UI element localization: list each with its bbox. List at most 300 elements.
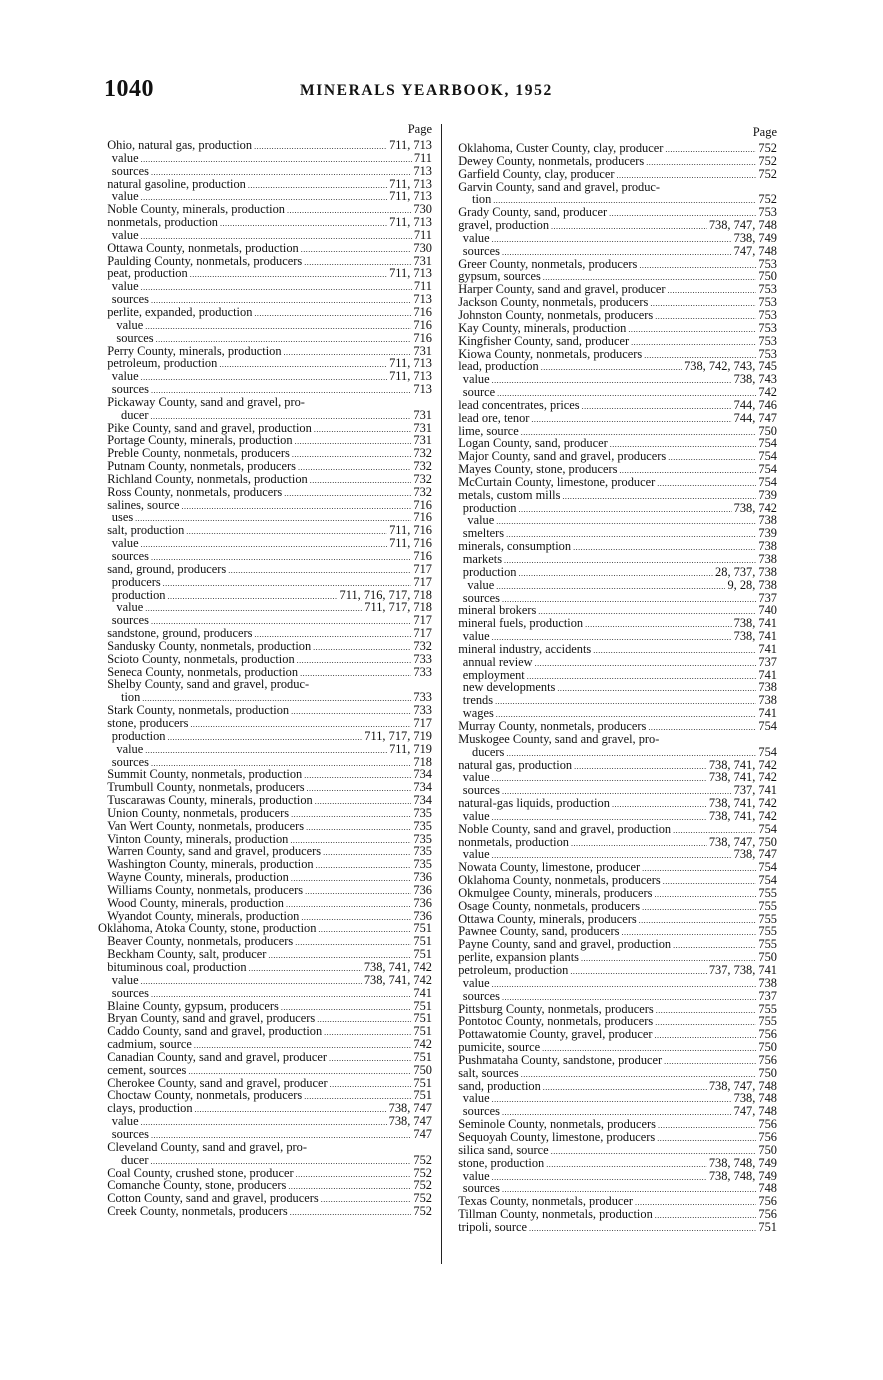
index-entry-pages: 754 [758, 474, 777, 489]
index-entry-term: value [111, 227, 139, 242]
index-entry-pages: 732 [413, 446, 432, 461]
index-entry-pages: 753 [758, 256, 777, 271]
index-entry-term: Oklahoma County, nonmetals, producers [458, 873, 661, 888]
index-entry-term: Vinton County, minerals, production [107, 831, 289, 846]
index-entry [449, 155, 777, 168]
index-entry-pages: 711, 719 [389, 741, 432, 756]
index-entry [98, 640, 432, 653]
index-entry-pages: 738, 742, 743, 745 [684, 359, 777, 374]
index-entry-term: value [116, 741, 144, 756]
index-entry-pages: 733 [413, 690, 432, 705]
index-entry-term: Washington County, minerals, production [107, 857, 314, 872]
index-entry-pages: 754 [758, 462, 777, 477]
index-entry [98, 139, 432, 152]
index-entry-term: Wayne County, minerals, production [107, 870, 289, 885]
index-entry [98, 152, 432, 165]
index-entry [98, 499, 432, 512]
index-entry-pages: 755 [758, 924, 777, 939]
index-entry [98, 216, 432, 229]
index-entry-term: sources [111, 613, 149, 628]
index-entry-pages: 753 [758, 282, 777, 297]
index-entry-pages: 735 [413, 831, 432, 846]
index-entry [98, 550, 432, 563]
index-entry-pages: 755 [758, 911, 777, 926]
index-entry-pages: 717 [413, 574, 432, 589]
index-entry-pages: 738, 741, 742 [708, 770, 777, 785]
index-entry [98, 165, 432, 178]
index-entry-pages: 711, 713 [389, 266, 432, 281]
index-entry-pages: 751 [413, 998, 432, 1013]
index-entry-pages: 732 [413, 471, 432, 486]
index-entry [449, 1080, 777, 1093]
index-entry-pages: 747, 748 [733, 1104, 777, 1119]
index-entry-term: petroleum, production [107, 356, 218, 371]
index-entry [449, 810, 777, 823]
index-entry [449, 1144, 777, 1157]
index-entry [98, 871, 432, 884]
index-entry-pages: 752 [758, 153, 777, 168]
index-entry-pages: 711, 716 [389, 536, 432, 551]
index-entry-term: Cherokee County, sand and gravel, producer [107, 1075, 328, 1090]
index-entry [449, 142, 777, 155]
index-entry-term: Richland County, nonmetals, production [107, 471, 308, 486]
index-entry-pages: 754 [758, 744, 777, 759]
index-entry-pages: 738, 741, 742 [708, 757, 777, 772]
index-entry-term: Ottawa County, minerals, producers [458, 911, 637, 926]
index-entry-pages: 751 [413, 1011, 432, 1026]
index-entry-pages: 755 [758, 1001, 777, 1016]
index-entry-term: Osage County, nonmetals, producers [458, 898, 641, 913]
index-entry [449, 553, 777, 566]
index-entry-pages: 756 [758, 1194, 777, 1209]
index-entry-term: perlite, expanded, production [107, 304, 253, 319]
index-entry-pages: 736 [413, 895, 432, 910]
index-entry-term: value [111, 1114, 139, 1129]
index-entry-pages: 750 [413, 1062, 432, 1077]
index-entry-term: Scioto County, nonmetals, production [107, 651, 295, 666]
index-entry [449, 1054, 777, 1067]
index-entry-term: gypsum, sources [458, 269, 541, 284]
index-entry [98, 486, 432, 499]
index-entry-term: value [462, 770, 490, 785]
index-entry [449, 335, 777, 348]
index-entry [98, 743, 432, 756]
index-entry [98, 563, 432, 576]
index-entry-pages: 738, 742 [733, 500, 777, 515]
index-entry-pages: 733 [413, 703, 432, 718]
index-entry-term: natural gasoline, production [107, 176, 246, 191]
index-entry [98, 794, 432, 807]
index-entry-term: lead, production [458, 359, 539, 374]
index-entry [449, 219, 777, 232]
index-entry-pages: 742 [413, 1037, 432, 1052]
index-entry [98, 576, 432, 589]
index-entry-pages: 717 [413, 715, 432, 730]
index-entry-term: Johnston County, nonmetals, producers [458, 307, 654, 322]
index-entry [449, 309, 777, 322]
index-entry-pages: 737 [758, 654, 777, 669]
index-entry-term: trends [462, 693, 494, 708]
index-entry-pages: 744, 747 [733, 410, 777, 425]
index-entry [449, 1131, 777, 1144]
index-entry-pages: 738, 747 [733, 847, 777, 862]
index-entry [98, 332, 432, 345]
index-entry-term: value [462, 808, 490, 823]
index-entry-pages: 747 [413, 1126, 432, 1141]
index-entry-term: Pushmataha County, sandstone, producer [458, 1052, 663, 1067]
index-entry-pages: 711, 716, 717, 718 [339, 587, 432, 602]
index-entry-pages: 738, 747, 748 [708, 218, 777, 233]
index-entry [449, 579, 777, 592]
index-entry-term: Kay County, minerals, production [458, 320, 627, 335]
index-entry-term: Creek County, nonmetals, producers [107, 1204, 288, 1219]
running-title: MINERALS YEARBOOK, 1952 [300, 82, 553, 99]
index-column-right [449, 125, 777, 1234]
index-entry [449, 874, 777, 887]
index-entry-term: mineral fuels, production [458, 616, 584, 631]
index-entry [98, 807, 432, 820]
index-column-left [98, 122, 432, 1218]
index-entry-pages: 731 [413, 407, 432, 422]
index-entry-term: natural gas, production [458, 757, 573, 772]
index-entry-pages: 9, 28, 738 [727, 577, 777, 592]
index-entry [449, 836, 777, 849]
index-entry-term: metals, custom mills [458, 487, 561, 502]
index-entry-pages: 731 [413, 420, 432, 435]
index-entry-term: value [111, 279, 139, 294]
index-entry-pages: 711, 716 [389, 523, 432, 538]
index-entry-term: value [462, 1168, 490, 1183]
index-entry-pages: 738, 741, 742 [708, 796, 777, 811]
index-entry-term: Pittsburg County, nonmetals, producers [458, 1001, 654, 1016]
index-entry-term: sources [462, 988, 500, 1003]
column-page-label: Page [752, 125, 777, 139]
index-entry-pages: 738 [758, 552, 777, 566]
index-entry [449, 617, 777, 630]
index-entry-pages: 738, 741 [733, 616, 777, 631]
index-entry-term: Harper County, sand and gravel, producer [458, 282, 666, 297]
index-entry-term: Wyandot County, minerals, production [107, 908, 300, 923]
index-entry-term: sand, ground, producers [107, 561, 227, 576]
index-entry-term: Okmulgee County, minerals, producers [458, 885, 653, 900]
index-entry-term: ducer [121, 1152, 149, 1167]
index-entry-term: value [111, 150, 139, 165]
index-entry-term: Pike County, sand and gravel, production [107, 420, 312, 435]
index-entry-pages: 755 [758, 885, 777, 900]
index-entry-pages: 756 [758, 1117, 777, 1132]
index-entry-pages: 751 [413, 1049, 432, 1064]
index-entry [449, 823, 777, 836]
index-entry-pages: 738, 741, 742 [363, 960, 432, 974]
index-entry-term: natural-gas liquids, production [458, 796, 610, 811]
index-entry [449, 1067, 777, 1080]
index-entry-pages: 711, 713 [389, 176, 432, 191]
index-entry [449, 964, 777, 977]
index-entry-pages: 738, 741 [733, 629, 777, 644]
index-entry-term: Summit County, nonmetals, production [107, 767, 303, 782]
index-entry-pages: 738 [758, 693, 777, 708]
index-entry-pages: 716 [413, 497, 432, 512]
index-entry [449, 168, 777, 181]
index-entry-pages: 717 [413, 626, 432, 641]
index-entry-term: sources [111, 382, 149, 397]
index-entry-term: stone, producers [107, 715, 189, 730]
index-entry-term: Canadian County, sand and gravel, producer [107, 1049, 327, 1064]
index-entry-term: ducer [121, 407, 149, 422]
index-entry-term: sources [111, 1126, 149, 1141]
index-entry [449, 399, 777, 412]
index-entry-pages: 711 [413, 279, 432, 294]
index-entry [449, 360, 777, 373]
index-entry [449, 900, 777, 913]
index-entry-pages: 732 [413, 484, 432, 499]
index-entry-term: minerals, consumption [458, 539, 572, 554]
index-entry-term: sources [111, 985, 149, 1000]
index-entry-term: Jackson County, nonmetals, producers [458, 295, 649, 310]
index-entry-term: Beckham County, salt, producer [107, 947, 267, 962]
index-entry [449, 232, 777, 245]
index-entry-pages: 730 [413, 202, 432, 217]
column-divider [441, 124, 442, 1264]
index-entry-term: Mayes County, stone, producers [458, 462, 618, 477]
index-entry-pages: 716 [413, 549, 432, 563]
index-entry-term: value [116, 600, 144, 615]
index-entry [98, 627, 432, 640]
index-entry-term: value [462, 629, 490, 644]
index-entry [449, 386, 777, 399]
index-entry-term: sources [111, 549, 149, 563]
index-entry-pages: 738, 741, 742 [363, 972, 432, 987]
index-entry-pages: 735 [413, 818, 432, 833]
index-entry-pages: 752 [758, 192, 777, 207]
index-entry-pages: 736 [413, 870, 432, 885]
index-entry-pages: 754 [758, 860, 777, 875]
index-entry-term: Preble County, nonmetals, producers [107, 446, 290, 461]
index-entry-term: markets [462, 552, 503, 566]
index-entry-pages: 734 [413, 767, 432, 782]
index-entry [98, 229, 432, 242]
index-entry-term: Perry County, minerals, production [107, 343, 282, 358]
index-entry-pages: 753 [758, 320, 777, 335]
index-entry [449, 463, 777, 476]
index-entry-pages: 741 [413, 985, 432, 1000]
index-entry [98, 1102, 432, 1115]
index-entry-pages: 753 [758, 205, 777, 220]
index-entry-term: Oklahoma, Atoka County, stone, production [98, 921, 317, 936]
index-entry-pages: 738, 748, 749 [708, 1168, 777, 1183]
index-entry-pages: 735 [413, 805, 432, 820]
index-entry-pages: 750 [758, 1040, 777, 1055]
index-entry-term: production [462, 500, 517, 515]
index-entry-term: Greer County, nonmetals, producers [458, 256, 638, 271]
index-entry-term: Grady County, sand, producer [458, 205, 608, 220]
index-entry-pages: 751 [413, 1088, 432, 1103]
index-entry [449, 630, 777, 643]
index-entry [98, 1038, 432, 1051]
index-entry [98, 897, 432, 910]
index-entry [98, 242, 432, 255]
index-entry-pages: 754 [758, 449, 777, 464]
index-entry-term: sources [462, 590, 500, 605]
index-entry-term: Van Wert County, nonmetals, producers [107, 818, 305, 833]
index-entry-term: Pickaway County, sand and gravel, pro- [107, 394, 305, 409]
index-entry-term: value [111, 189, 139, 204]
index-entry-pages: 738 [758, 539, 777, 554]
index-entry-pages: 750 [758, 1065, 777, 1080]
index-entry-term: ducers [472, 744, 505, 759]
index-entry-term: Garfield County, clay, producer [458, 166, 615, 181]
index-entry-term: value [111, 972, 139, 987]
index-entry-pages: 713 [413, 292, 432, 307]
index-entry-pages: 750 [758, 1142, 777, 1157]
index-entry-pages: 739 [758, 487, 777, 502]
index-entry-pages: 750 [758, 269, 777, 284]
index-entry-pages: 753 [758, 295, 777, 310]
index-entry-pages: 751 [413, 1024, 432, 1039]
index-entry-term: sandstone, ground, producers [107, 626, 253, 641]
index-entry-term: sand, production [458, 1078, 541, 1093]
index-entry-term: sources [462, 783, 500, 798]
index-entry-term: Kingfisher County, sand, producer [458, 333, 630, 348]
index-entry-term: sources [111, 292, 149, 307]
index-entry-term: Sandusky County, nonmetals, production [107, 638, 312, 653]
index-entry [449, 1221, 777, 1234]
index-entry-term: sources [116, 330, 154, 345]
index-entry-term: clays, production [107, 1101, 193, 1116]
index-entry-pages: 744, 746 [733, 397, 777, 412]
index-entry-pages: 741 [758, 667, 777, 682]
index-entry-pages: 732 [413, 638, 432, 653]
index-entry-pages: 711, 717, 718 [364, 600, 432, 615]
index-entry-term: value [462, 1091, 490, 1106]
index-entry-term: gravel, production [458, 218, 550, 233]
index-entry [449, 977, 777, 990]
index-entry-term: pumicite, source [458, 1040, 541, 1055]
index-entry-term: tripoli, source [458, 1219, 528, 1234]
index-entry-pages: 737 [758, 590, 777, 605]
index-entry-term: Stark County, nonmetals, production [107, 703, 290, 718]
index-entry [449, 1208, 777, 1221]
index-entry-pages: 732 [413, 459, 432, 474]
index-entry [449, 245, 777, 258]
index-entry [449, 746, 777, 759]
dot-leader [529, 1221, 756, 1236]
index-entry [449, 643, 777, 656]
index-entry-term: value [111, 369, 139, 384]
index-entry-term: Bryan County, sand and gravel, producers [107, 1011, 316, 1026]
index-entries-right [449, 142, 777, 1234]
index-entry-pages: 755 [758, 1014, 777, 1029]
index-entry [98, 460, 432, 473]
index-entry-term: value [116, 317, 144, 332]
index-entry [98, 524, 432, 537]
index-entry-term: Oklahoma, Custer County, clay, producer [458, 141, 664, 155]
index-entry-term: value [462, 847, 490, 862]
index-entry [98, 974, 432, 987]
index-entry-term: value [467, 577, 495, 592]
index-entry-pages: 736 [413, 882, 432, 897]
index-entry-pages: 711, 713 [389, 215, 432, 230]
index-entry-term: source [462, 385, 496, 400]
index-entry-term: mineral industry, accidents [458, 641, 592, 656]
index-entry [449, 681, 777, 694]
index-entry-term: wages [462, 706, 494, 721]
index-entry [98, 884, 432, 897]
index-entry-pages: 731 [413, 253, 432, 268]
index-entry-term: Coal County, crushed stone, producer [107, 1165, 294, 1180]
index-entry [98, 409, 432, 422]
index-entry-pages: 752 [413, 1178, 432, 1193]
index-entry-pages: 751 [413, 947, 432, 962]
index-entry-pages: 738 [758, 513, 777, 528]
index-entry-pages: 717 [413, 561, 432, 576]
index-entry-pages: 711 [413, 150, 432, 165]
index-entry-pages: 756 [758, 1027, 777, 1042]
index-entry-term: salt, production [107, 523, 185, 538]
index-entry [98, 357, 432, 370]
index-entry-pages: 738, 747 [388, 1101, 432, 1116]
index-entry-pages: 752 [758, 141, 777, 155]
page-number: 1040 [104, 76, 154, 102]
index-entry-pages: 738, 743 [733, 372, 777, 387]
index-entry-term: Choctaw County, nonmetals, producers [107, 1088, 303, 1103]
index-entry-term: Beaver County, nonmetals, producers [107, 934, 294, 949]
index-entry-pages: 716 [413, 317, 432, 332]
index-entry-pages: 711, 713 [389, 189, 432, 204]
index-entry-term: lime, source [458, 423, 519, 438]
index-entry-term: mineral brokers [458, 603, 537, 618]
index-entry-term: Murray County, nonmetals, producers [458, 718, 647, 733]
index-entry [98, 319, 432, 332]
index-entry-pages: 737, 738, 741 [708, 963, 777, 977]
index-entry-pages: 711, 713 [389, 356, 432, 371]
index-entry-pages: 28, 737, 738 [715, 564, 777, 579]
index-entry [449, 797, 777, 810]
index-entry-term: value [462, 372, 490, 387]
index-entry-pages: 754 [758, 821, 777, 836]
index-entry-pages: 731 [413, 343, 432, 358]
index-entry-term: employment [462, 667, 525, 682]
index-entry-term: cement, sources [107, 1062, 187, 1077]
index-entry-pages: 756 [758, 1207, 777, 1222]
index-entry-term: Noble County, sand and gravel, production [458, 821, 672, 836]
index-entry [98, 1154, 432, 1167]
index-entry-pages: 752 [413, 1152, 432, 1167]
index-entry-pages: 711, 717, 719 [364, 728, 432, 743]
index-entry-term: Ottawa County, nonmetals, production [107, 240, 299, 255]
index-entry-term: sources [462, 243, 500, 258]
index-entry-term: perlite, expansion plants [458, 950, 579, 965]
index-entry [449, 1041, 777, 1054]
index-entry [98, 1205, 432, 1218]
page-header [0, 70, 883, 110]
index-entry [98, 306, 432, 319]
index-entry-pages: 751 [413, 1075, 432, 1090]
index-entry-term: Blaine County, gypsum, producers [107, 998, 279, 1013]
index-entry-term: Major County, sand and gravel, producers [458, 449, 667, 464]
index-entry-term: Muskogee County, sand and gravel, pro- [458, 731, 660, 746]
index-entry-pages: 738 [758, 680, 777, 695]
index-entry [449, 694, 777, 707]
index-entry [449, 322, 777, 335]
index-entry-pages: 753 [758, 346, 777, 361]
index-entry-pages: 718 [413, 754, 432, 769]
index-entry-pages: 738, 741, 742 [708, 808, 777, 823]
index-entry-pages: 717 [413, 613, 432, 628]
index-entry-pages: 752 [413, 1204, 432, 1219]
index-entries-left [98, 139, 432, 1218]
index-entry [449, 373, 777, 386]
